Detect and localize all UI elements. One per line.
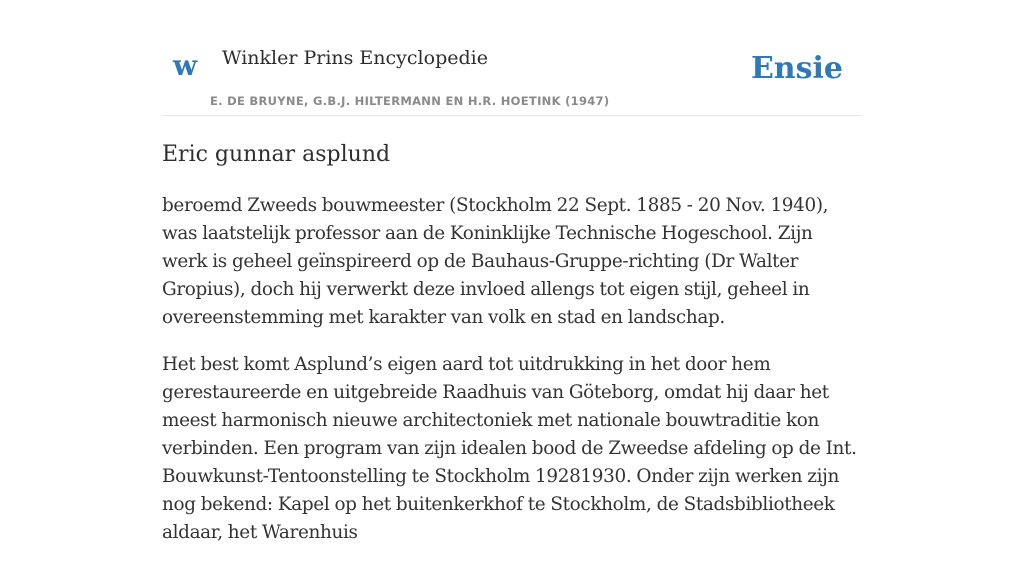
authors-line: E. DE BRUYNE, G.B.J. HILTERMANN EN H.R. HOETINK (1947): [210, 94, 610, 108]
site-header: [162, 0, 862, 116]
article-paragraph: beroemd Zweeds bouwmeester (Stockholm 22 Sept. 1885 - 20 Nov. 1940), was laatstelijk professor aan de Koninklijke Technische Hogeschool. Zijn werk is geheel geïnspireerd op de Bauhaus-Gruppe-richting (Dr Walter Gropius), doch hij verwerkt deze invloed allengs tot eigen stijl, geheel in overeenstemming met karakter van volk en stad en landschap.: [162, 195, 829, 328]
winkler-prins-logo-icon[interactable]: w: [173, 49, 198, 82]
page: [162, 0, 862, 543]
site-title[interactable]: Winkler Prins Encyclopedie: [222, 47, 488, 69]
article-paragraph: Het best komt Asplund’s eigen aard tot uitdrukking in het door hem gerestaureerde en uitgebreide Raadhuis van Göteborg, omdat hij daar het meest harmonisch nieuwe architectoniek met nationale bouwtraditie kon verbinden. Een program van zijn idealen bood de Zweedse afdeling op de Int. Bouwkunst-Tentoonstelling te Stockholm 19281930. Onder zijn werken zijn nog bekend: Kapel op het buitenkerkhof te Stockholm, de Stadsbibliotheek aldaar, het Warenhuis: [162, 354, 857, 543]
article-title: Eric gunnar asplund: [162, 142, 391, 167]
ensie-brand-link[interactable]: Ensie: [750, 51, 843, 86]
article-body: [162, 192, 862, 566]
